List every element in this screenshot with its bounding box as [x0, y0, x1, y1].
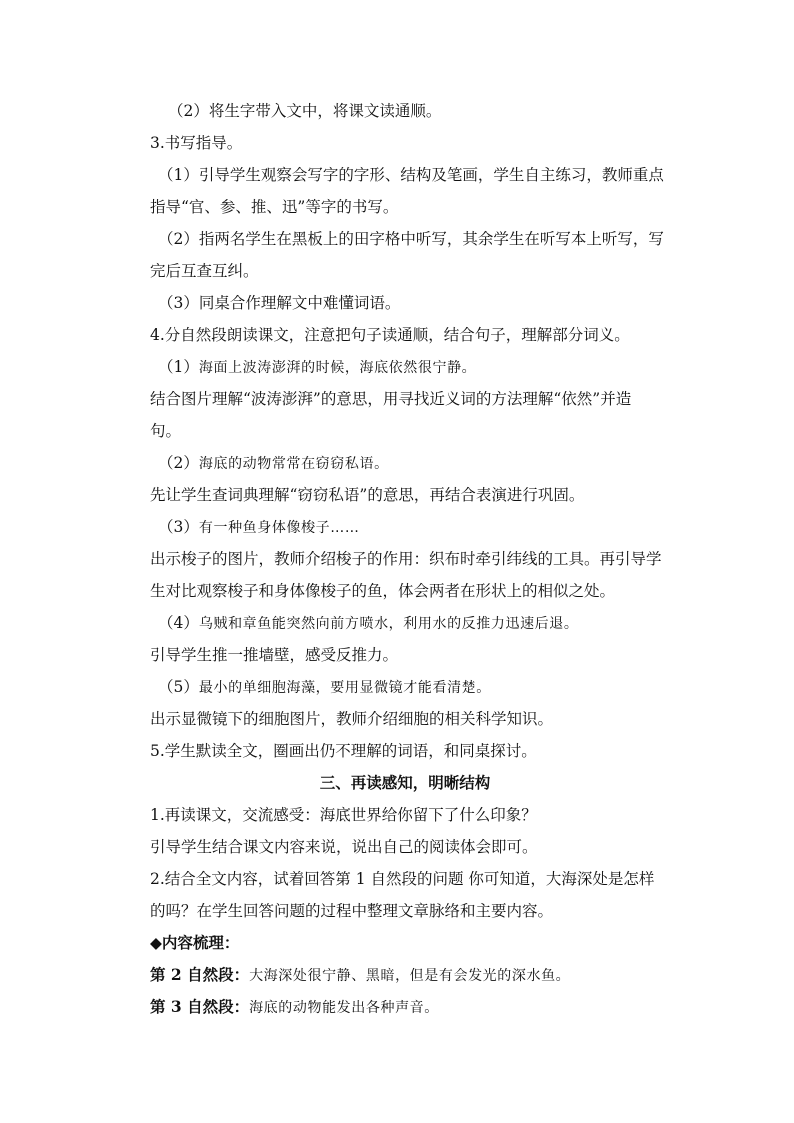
content-summary-label: ◆内容梳理：: [150, 933, 240, 952]
text-line: 的吗？在学生回答问题的过程中整理文章脉络和主要内容。: [150, 902, 554, 920]
text-line: 4.分自然段朗读课文，注意把句子读通顺，结合句子，理解部分词义。: [150, 326, 630, 344]
text-line: 句。: [150, 422, 182, 440]
quote-text: 乌贼和章鱼能突然向前方喷水，利用水的反推力迅速后退。: [198, 616, 579, 632]
quote-number: （4）: [158, 614, 199, 632]
text-line: 5.学生默读全文，圈画出仍不理解的词语，和同桌探讨。: [150, 742, 537, 760]
summary-line: [150, 997, 660, 1018]
summary-line: [150, 965, 660, 986]
text-line: 指导“官、参、推、迅”等字的书写。: [150, 198, 399, 216]
text-line: （2）指两名学生在黑板上的田字格中听写，其余学生在听写本上听写，写: [158, 230, 664, 248]
text-line: 出示显微镜下的细胞图片，教师介绍细胞的相关科学知识。: [150, 710, 554, 728]
text-line: 2.结合全文内容，试着回答第 1 自然段的问题 你可知道，大海深处是怎样: [150, 870, 655, 888]
quote-line: [158, 517, 668, 538]
text-line: 3.书写指导。: [150, 134, 243, 152]
text-line: 引导学生结合课文内容来说，说出自己的阅读体会即可。: [150, 838, 538, 856]
text-line: 结合图片理解“波涛澎湃”的意思，用寻找近义词的方法理解“依然”并造: [150, 390, 632, 408]
text-line: 1.再读课文，交流感受：海底世界给你留下了什么印象？: [150, 806, 537, 824]
text-line: 先让学生查词典理解“窃窃私语”的意思，再结合表演进行巩固。: [150, 486, 585, 504]
summary-text: 海底的动物能发出各种声音。: [249, 1000, 439, 1016]
quote-text: 最小的单细胞海藻，要用显微镜才能看清楚。: [198, 680, 491, 696]
text-line: （2）将生字带入文中，将课文读通顺。: [168, 102, 442, 120]
text-line: 出示梭子的图片，教师介绍梭子的作用：织布时牵引纬线的工具。再引导学: [150, 550, 662, 568]
quote-line: [158, 677, 668, 698]
quote-number: （2）: [158, 454, 199, 472]
summary-text: 大海深处很宁静、黑暗，但是有会发光的深水鱼。: [249, 968, 571, 984]
paragraph-label: 第 2 自然段：: [150, 965, 250, 984]
text-line: （1）引导学生观察会写字的字形、结构及笔画，学生自主练习，教师重点: [158, 166, 664, 184]
text-line: （3）同桌合作理解文中难懂词语。: [158, 294, 401, 312]
section-heading: 三、再读感知，明晰结构: [319, 774, 491, 792]
quote-line: [158, 613, 668, 634]
paragraph-label: 第 3 自然段：: [150, 997, 250, 1016]
quote-text: 海底的动物常常在窃窃私语。: [198, 456, 389, 472]
quote-number: （1）: [158, 358, 199, 376]
text-line: 引导学生推一推墙壁，感受反推力。: [150, 646, 399, 664]
quote-number: （3）: [158, 518, 199, 536]
quote-line: [158, 453, 668, 474]
quote-text: 有一种鱼身体像梭子……: [198, 520, 360, 536]
quote-number: （5）: [158, 678, 199, 696]
quote-text: 海面上波涛澎湃的时候，海底依然很宁静。: [198, 360, 477, 376]
text-line: 完后互查互纠。: [150, 262, 259, 280]
quote-line: [158, 357, 668, 378]
text-line: 生对比观察梭子和身体像梭子的鱼，体会两者在形状上的相似之处。: [150, 582, 616, 600]
